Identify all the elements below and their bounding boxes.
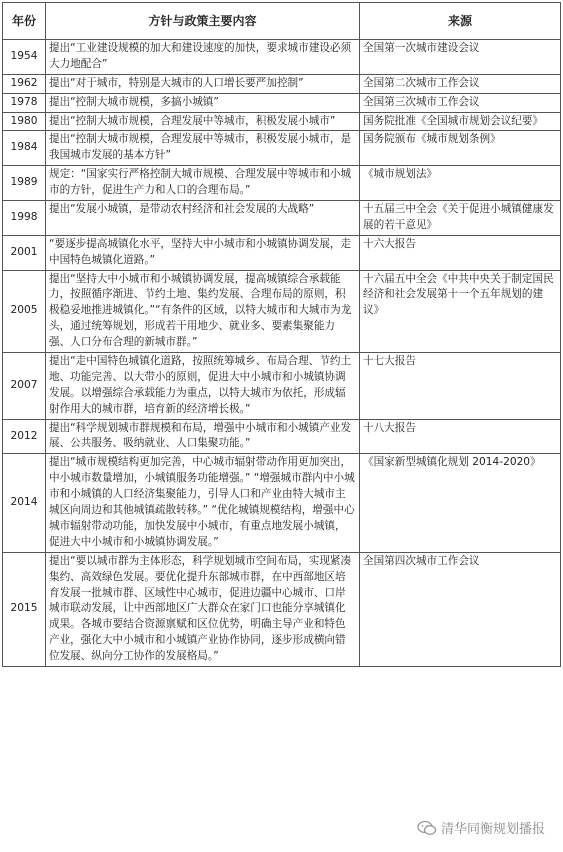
row-source: 十六大报告 — [360, 235, 561, 270]
row-content: 提出“走中国特色城镇化道路，按照统筹城乡、布局合理、节约土地、功能完善、以大带小的原则，促进大中小城市和小城镇协调发展。以增强综合承载能力为重点，以特大城市为依托，形成辐射作用大的城市群，培育新的经济增长极。” — [46, 353, 360, 420]
watermark-text: 清华同衡规划播报 — [440, 822, 545, 837]
table-row — [3, 353, 561, 420]
row-year: 1984 — [3, 131, 46, 166]
row-year: 2007 — [3, 353, 46, 420]
row-year: 2012 — [3, 419, 46, 454]
table-row — [3, 74, 561, 93]
table-row — [3, 270, 561, 352]
watermark — [413, 817, 549, 838]
table-row — [3, 40, 561, 75]
row-content: 提出“城市规模结构更加完善，中心城市辐射带动作用更加突出，中小城市数量增加，小城镇服务功能增强。” “增强城市群内中小城市和小城镇的人口经济集聚能力，引导人口和产业由特大城市主城区向周边和其他城镇疏散转移。” “优化城镇规模结构，增强中心城市辐射带动功能，加快发展中小城市，有重点地发展小城镇，促进大中小城市和小城镇协调发展。” — [46, 454, 360, 552]
row-source: 全国第一次城市建设会议 — [360, 40, 561, 75]
table-row — [3, 112, 561, 131]
table-row — [3, 166, 561, 201]
row-year: 2015 — [3, 552, 46, 666]
wechat-icon — [417, 820, 437, 836]
row-year: 1989 — [3, 166, 46, 201]
row-source: 全国第三次城市工作会议 — [360, 93, 561, 112]
row-content: 提出“对于城市，特别是大城市的人口增长要严加控制” — [46, 74, 360, 93]
row-year: 2005 — [3, 270, 46, 352]
table-row — [3, 93, 561, 112]
row-source: 《国家新型城镇化规划 2014-2020》 — [360, 454, 561, 552]
table-header-row — [3, 3, 561, 40]
row-source: 十七大报告 — [360, 353, 561, 420]
row-content: 提出“控制大城市规模，合理发展中等城市，积极发展小城市” — [46, 112, 360, 131]
table-row — [3, 201, 561, 236]
row-content: 提出“控制大城市规模，合理发展中等城市，积极发展小城市，是我国城市发展的基本方针” — [46, 131, 360, 166]
row-source: 全国第四次城市工作会议 — [360, 552, 561, 666]
table-row — [3, 235, 561, 270]
row-source: 十八大报告 — [360, 419, 561, 454]
table-row — [3, 552, 561, 666]
row-year: 1978 — [3, 93, 46, 112]
table-row — [3, 454, 561, 552]
table-row — [3, 131, 561, 166]
row-year: 1954 — [3, 40, 46, 75]
row-source: 《城市规划法》 — [360, 166, 561, 201]
row-year: 1962 — [3, 74, 46, 93]
row-content: 提出“发展小城镇，是带动农村经济和社会发展的大战略” — [46, 201, 360, 236]
header-source: 来源 — [360, 3, 561, 40]
row-content: 提出“控制大城市规模，多搞小城镇” — [46, 93, 360, 112]
row-source: 十五届三中全会《关于促进小城镇健康发展的若干意见》 — [360, 201, 561, 236]
row-year: 2014 — [3, 454, 46, 552]
row-source: 全国第二次城市工作会议 — [360, 74, 561, 93]
row-source: 国务院颁布《城市规划条例》 — [360, 131, 561, 166]
row-content: 规定：“国家实行严格控制大城市规模、合理发展中等城市和小城市的方针，促进生产力和人口的合理布局。” — [46, 166, 360, 201]
header-content: 方针与政策主要内容 — [46, 3, 360, 40]
row-content: 提出“坚持大中小城市和小城镇协调发展，提高城镇综合承载能力，按照循序渐进、节约土地、集约发展、合理布局的原则，积极稳妥地推进城镇化。”“有条件的区域，以特大城市和大城市为龙头，通过统筹规划，形成若干用地少、就业多、要素集聚能力强、人口分布合理的新城市群。” — [46, 270, 360, 352]
policy-table — [2, 2, 561, 667]
row-content: “要逐步提高城镇化水平，坚持大中小城市和小城镇协调发展，走中国特色城镇化道路。” — [46, 235, 360, 270]
row-content: 提出“要以城市群为主体形态，科学规划城市空间布局，实现紧凑集约、高效绿色发展。要优化提升东部城市群，在中西部地区培育发展一批城市群、区域性中心城市，促进边疆中心城市、口岸城市联动发展，让中西部地区广大群众在家门口也能分享城镇化成果。各城市要结合资源禀赋和区位优势，明确主导产业和特色产业，强化大中小城市和小城镇产业协作协同，逐步形成横向错位发展、纵向分工协作的发展格局。” — [46, 552, 360, 666]
row-source: 十六届五中全会《中共中央关于制定国民经济和社会发展第十一个五年规划的建议》 — [360, 270, 561, 352]
row-source: 国务院批准《全国城市规划会议纪要》 — [360, 112, 561, 131]
row-year: 2001 — [3, 235, 46, 270]
row-year: 1980 — [3, 112, 46, 131]
table-row — [3, 419, 561, 454]
row-year: 1998 — [3, 201, 46, 236]
header-year: 年份 — [3, 3, 46, 40]
row-content: 提出“科学规划城市群规模和布局，增强中小城市和小城镇产业发展、公共服务、吸纳就业、人口集聚功能。” — [46, 419, 360, 454]
row-content: 提出“工业建设规模的加大和建设速度的加快，要求城市建设必须大力地配合” — [46, 40, 360, 75]
